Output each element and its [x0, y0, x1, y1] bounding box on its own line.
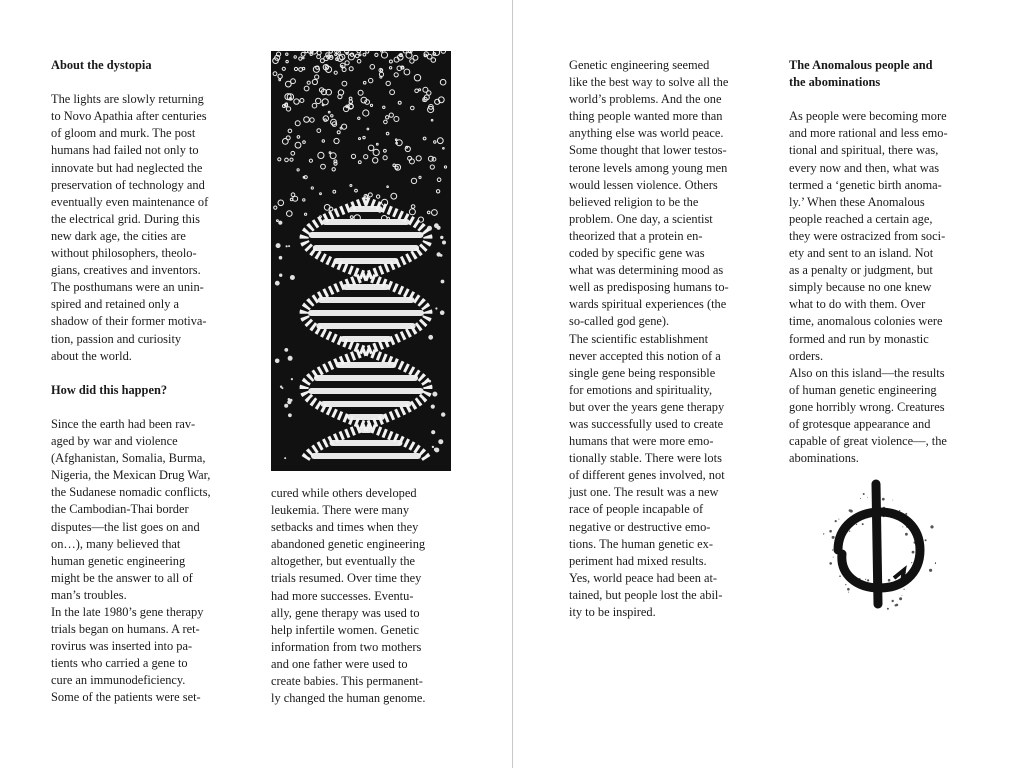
paragraph-earth-ravaged: [51, 416, 241, 604]
text-line: people reached a certain age,: [789, 211, 933, 226]
text-line: The scientific establishment: [569, 331, 709, 346]
text-line: problem. One day, a scientist: [569, 211, 713, 226]
paragraph-lights-returning: [51, 91, 241, 365]
text-line: In the late 1980’s gene therapy: [51, 605, 204, 619]
text-line: had more successes. Eventu-: [271, 588, 414, 603]
text-line: without philosophers, theolo-: [51, 246, 197, 261]
heading-about-dystopia: About the dystopia: [51, 58, 152, 72]
text-line: theorized that a protein en-: [569, 228, 703, 243]
text-line: ly.’ When these Anomalous: [789, 194, 925, 209]
text-line: rovirus was inserted into pa-: [51, 639, 193, 654]
text-line: well as predisposing humans to-: [569, 280, 729, 295]
text-line: single gene being responsible: [569, 365, 716, 380]
text-line: abandoned genetic engineering: [271, 537, 426, 552]
text-line: coded by specific gene was: [569, 246, 705, 261]
text-line: tionally stable. There were lots: [569, 451, 722, 466]
text-line: so-called god gene).: [569, 314, 670, 329]
text-line: human genetic engineering: [51, 553, 186, 568]
paragraph-abominations: [789, 365, 979, 468]
text-line: what was determining mood as: [569, 263, 724, 278]
dna-illustration: [271, 51, 451, 471]
text-line: trials began on humans. A ret-: [51, 622, 200, 637]
text-line: what to do with them. Over: [789, 297, 926, 312]
paragraph-genetic-engineering-peace: [569, 57, 759, 331]
text-line: believed religion to be the: [569, 194, 699, 209]
text-line: cure an immunodeficiency.: [51, 673, 186, 688]
text-line: gone horribly wrong. Creatures: [789, 399, 945, 414]
paragraph-anomalous-island: [789, 108, 979, 364]
text-line: the electrical grid. During this: [51, 211, 200, 226]
text-line: ly changed the human genome.: [271, 691, 426, 706]
left-page-column-2: [271, 485, 456, 707]
text-line: time, anomalous colonies were: [789, 314, 943, 329]
text-line: wards spiritual experiences (the: [569, 297, 727, 312]
text-line: might be the answer to all of: [51, 570, 193, 585]
heading-anomalous-people: [789, 57, 979, 91]
text-line: race of people incapable of: [569, 502, 704, 517]
text-line: terone levels among young men: [569, 160, 728, 175]
text-line: for emotions and spirituality,: [569, 382, 713, 397]
text-line: setbacks and times when they: [271, 520, 419, 535]
text-line: world’s problems. And the one: [569, 92, 722, 107]
text-line: As people were becoming more: [789, 109, 947, 124]
text-line: just one. The result was a new: [569, 485, 719, 500]
left-page-column-1: [51, 57, 241, 707]
text-line: thing people wanted more than: [569, 109, 723, 124]
text-line: of human genetic engineering: [789, 382, 937, 397]
text-line: aged by war and violence: [51, 434, 178, 449]
text-line: negative or destructive emo-: [569, 519, 711, 534]
text-line: disputes—the list goes on and: [51, 519, 200, 534]
text-line: was successfully used to create: [569, 416, 724, 431]
text-line: ally, gene therapy was used to: [271, 605, 420, 620]
text-line: simply because no one knew: [789, 280, 932, 295]
text-line: but over the years gene therapy: [569, 399, 725, 414]
text-line: man’s troubles.: [51, 587, 127, 602]
text-line: The posthumans were an unin-: [51, 280, 204, 295]
text-line: tional and spiritual, there was,: [789, 143, 939, 158]
text-line: eventually even maintenance of: [51, 194, 209, 209]
text-line: leukemia. There were many: [271, 503, 410, 518]
page-gutter: [512, 0, 513, 768]
text-line: orders.: [789, 348, 824, 363]
text-line: humans had failed not only to: [51, 143, 199, 158]
text-line: The Anomalous people and: [789, 58, 933, 72]
paragraph-cured-leukemia: [271, 485, 456, 707]
text-line: abominations.: [789, 451, 859, 466]
text-line: preservation of technology and: [51, 177, 205, 192]
text-line: shadow of their former motiva-: [51, 314, 207, 329]
right-page-column-1: [569, 57, 759, 621]
text-line: new dark age, the cities are: [51, 228, 186, 243]
text-line: the Cambodian-Thai border: [51, 502, 189, 517]
text-line: humans that were more emo-: [569, 434, 714, 449]
text-line: altogether, but eventually the: [271, 554, 416, 569]
text-line: about the world.: [51, 348, 132, 363]
text-line: Since the earth had been rav-: [51, 416, 196, 431]
text-line: ity to be inspired.: [569, 605, 656, 619]
text-line: periment had mixed results.: [569, 553, 707, 568]
text-line: ety and sent to an island. Not: [789, 246, 934, 261]
text-line: of gloom and murk. The post: [51, 126, 196, 141]
text-line: formed and run by monastic: [789, 331, 929, 346]
text-line: create babies. This permanent-: [271, 674, 423, 689]
heading-how-did-this-happen: How did this happen?: [51, 382, 168, 397]
text-line: and one father were used to: [271, 656, 408, 671]
paragraph-gene-therapy-trials: [51, 604, 241, 707]
text-line: Some thought that lower testos-: [569, 143, 727, 158]
text-line: spired and retained only a: [51, 297, 179, 312]
text-line: trials resumed. Over time they: [271, 571, 422, 586]
text-line: tion, passion and curiosity: [51, 331, 182, 346]
right-page-column-2: [789, 57, 979, 467]
text-line: tions. The human genetic ex-: [569, 536, 713, 551]
text-line: information from two mothers: [271, 639, 422, 654]
text-line: every now and then, what was: [789, 160, 940, 175]
text-line: Some of the patients were set-: [51, 690, 201, 705]
text-line: anything else was world peace.: [569, 126, 724, 141]
text-line: the abominations: [789, 75, 881, 90]
text-line: The lights are slowly returning: [51, 92, 204, 107]
text-line: termed a ‘genetic birth anoma-: [789, 177, 942, 192]
text-line: they were ostracized from soci-: [789, 228, 946, 243]
text-line: as a penalty or judgment, but: [789, 263, 933, 278]
text-line: innovate but had neglected the: [51, 160, 203, 175]
text-line: never accepted this notion of a: [569, 348, 721, 363]
text-line: and more rational and less emo-: [789, 126, 948, 141]
text-line: Nigeria, the Mexican Drug War,: [51, 468, 211, 483]
text-line: to Novo Apathia after centuries: [51, 109, 207, 124]
text-line: tained, but people lost the abil-: [569, 587, 723, 602]
text-line: help infertile women. Genetic: [271, 622, 419, 637]
text-line: capable of great violence—, the: [789, 434, 947, 449]
text-line: gians, creatives and inventors.: [51, 263, 201, 278]
text-line: Genetic engineering seemed: [569, 58, 710, 72]
text-line: Yes, world peace had been at-: [569, 570, 718, 585]
paragraph-scientific-establishment: [569, 331, 759, 622]
text-line: on…), many believed that: [51, 536, 181, 551]
circle-bar-symbol-icon: [820, 478, 936, 610]
text-line: would lessen violence. Others: [569, 177, 718, 192]
text-line: of grotesque appearance and: [789, 416, 931, 431]
text-line: like the best way to solve all the: [569, 75, 729, 90]
text-line: cured while others developed: [271, 486, 417, 500]
text-line: the Sudanese nomadic conflicts,: [51, 485, 211, 500]
text-line: (Afghanistan, Somalia, Burma,: [51, 451, 206, 466]
text-line: Also on this island—the results: [789, 365, 945, 380]
text-line: of different genes involved, not: [569, 468, 725, 483]
text-line: tients who carried a gene to: [51, 656, 188, 671]
